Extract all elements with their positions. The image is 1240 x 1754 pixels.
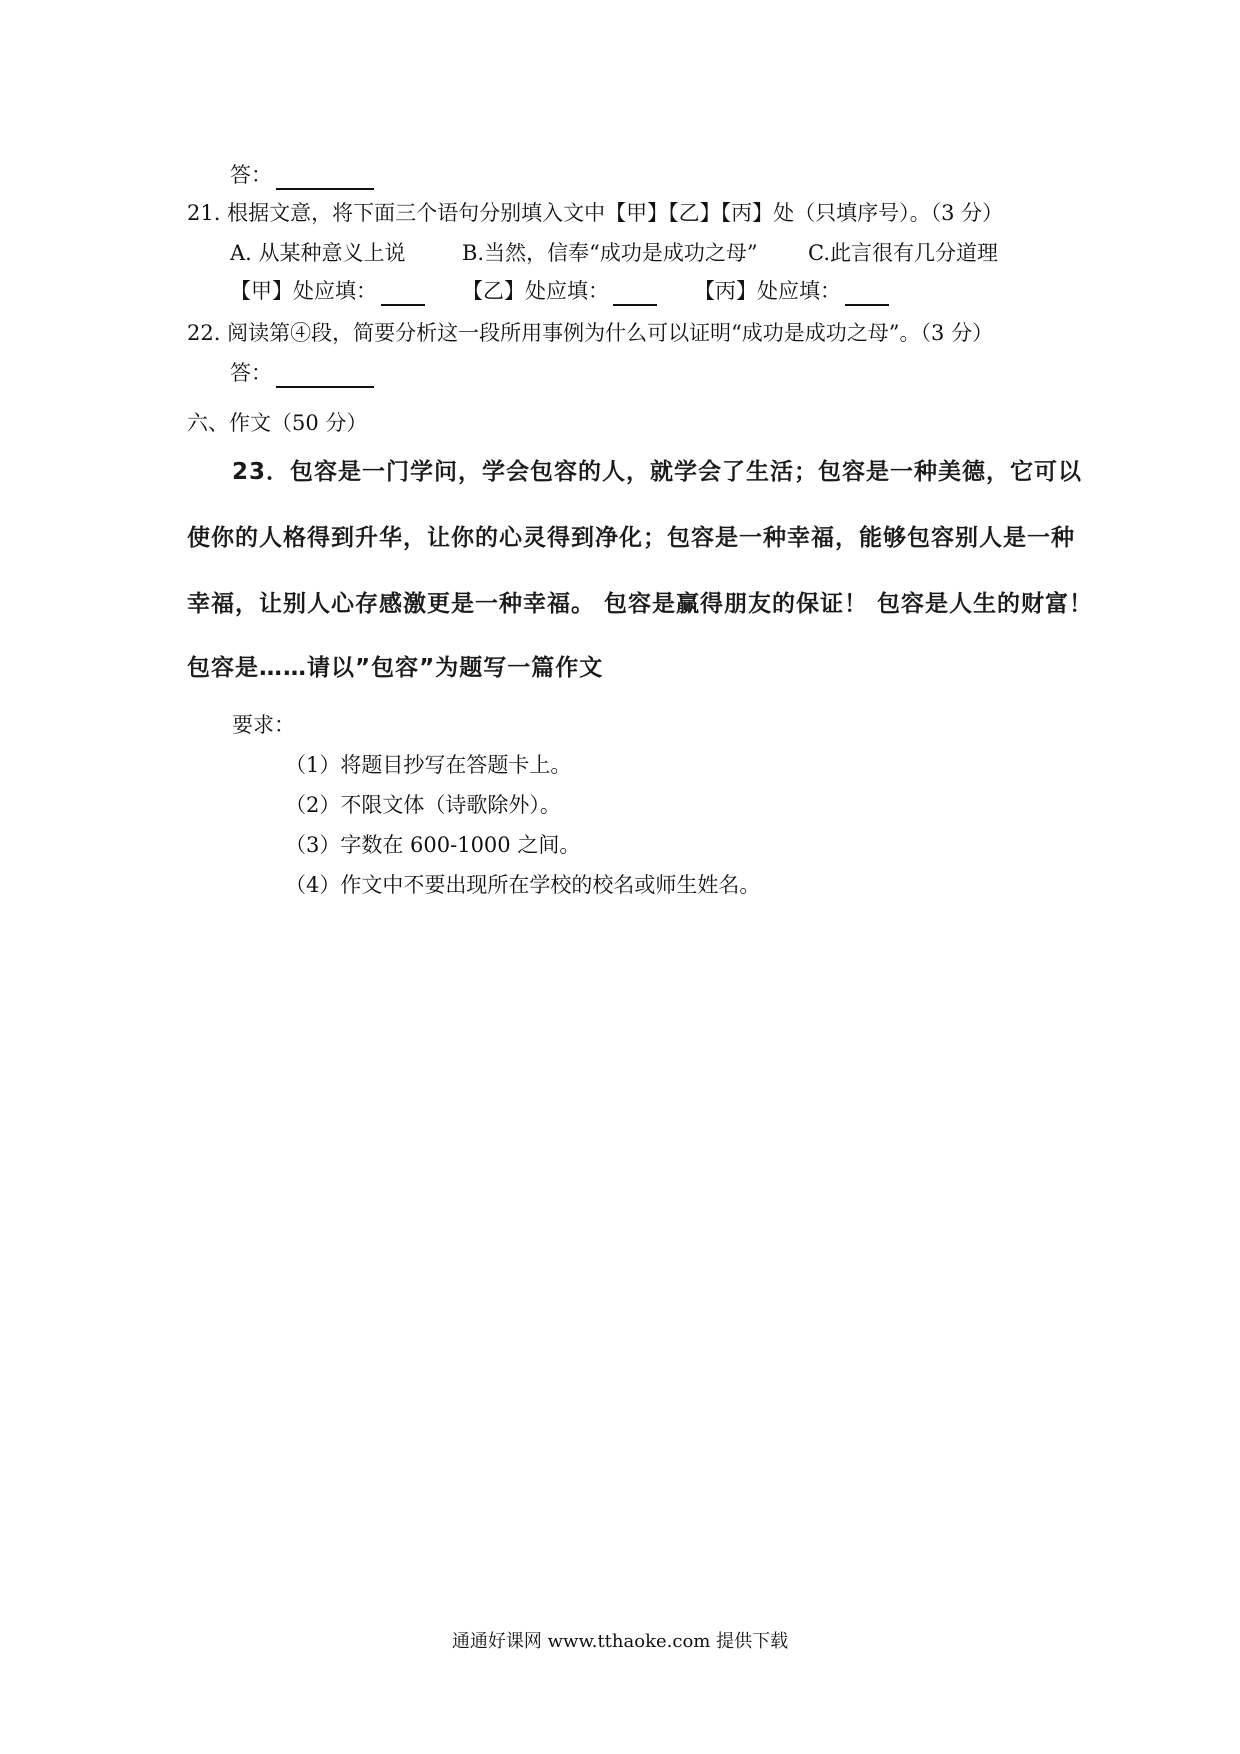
q21-options [230, 238, 998, 268]
section6-heading: 六、作文（50 分） [187, 411, 368, 435]
q21-option-a: A. 从某种意义上说 [230, 241, 406, 265]
q21-fill-bing-label: 【丙】处应填： [694, 279, 841, 303]
q20-answer-label: 答： [230, 163, 272, 187]
requirement-2: （2）不限文体（诗歌除外）。 [285, 793, 561, 817]
q21-option-c: C.此言很有几分道理 [808, 241, 998, 265]
q21-option-b: B.当然，信奉“成功是成功之母” [462, 241, 758, 265]
requirement-1: （1）将题目抄写在答题卡上。 [285, 753, 572, 777]
q21-fill-bing-blank[interactable] [845, 282, 889, 306]
q21-fill-jia-label: 【甲】处应填： [230, 279, 377, 303]
q23-line-4: 包容是……请以”包容”为题写一篇作文 [187, 655, 604, 681]
requirement-4: （4）作文中不要出现所在学校的校名或师生姓名。 [285, 873, 761, 897]
q21-fill-jia [230, 276, 462, 306]
q23-line-1: 23．包容是一门学问，学会包容的人，就学会了生活；包容是一种美德，它可以 [232, 459, 1083, 485]
requirements-label: 要求： [232, 713, 295, 737]
q23-line-3: 幸福，让别人心存感激更是一种幸福。 包容是赢得朋友的保证！ 包容是人生的财富！ [187, 591, 1094, 617]
requirement-3: （3）字数在 600-1000 之间。 [285, 833, 581, 857]
q20-answer-line [230, 160, 374, 190]
q22-answer-blank[interactable] [276, 364, 374, 388]
q21-fill-yi [462, 276, 694, 306]
q23-line-2: 使你的人格得到升华，让你的心灵得到净化；包容是一种幸福，能够包容别人是一种 [187, 525, 1075, 551]
q21-fill-row [230, 276, 889, 306]
page-footer: 通通好课网 www.tthaoke.com 提供下载 [451, 1631, 789, 1652]
q22-stem: 22. 阅读第④段，简要分析这一段所用事例为什么可以证明“成功是成功之母”。（3 分） [187, 321, 994, 345]
q21-fill-bing [694, 276, 889, 306]
q21-fill-yi-label: 【乙】处应填： [462, 279, 609, 303]
q21-fill-jia-blank[interactable] [381, 282, 425, 306]
q20-answer-blank[interactable] [276, 166, 374, 190]
q22-answer-line [230, 358, 374, 388]
q21-fill-yi-blank[interactable] [613, 282, 657, 306]
q21-stem: 21. 根据文意，将下面三个语句分别填入文中【甲】【乙】【丙】处（只填序号）。（3 分） [187, 201, 1004, 225]
q22-answer-label: 答： [230, 361, 272, 385]
